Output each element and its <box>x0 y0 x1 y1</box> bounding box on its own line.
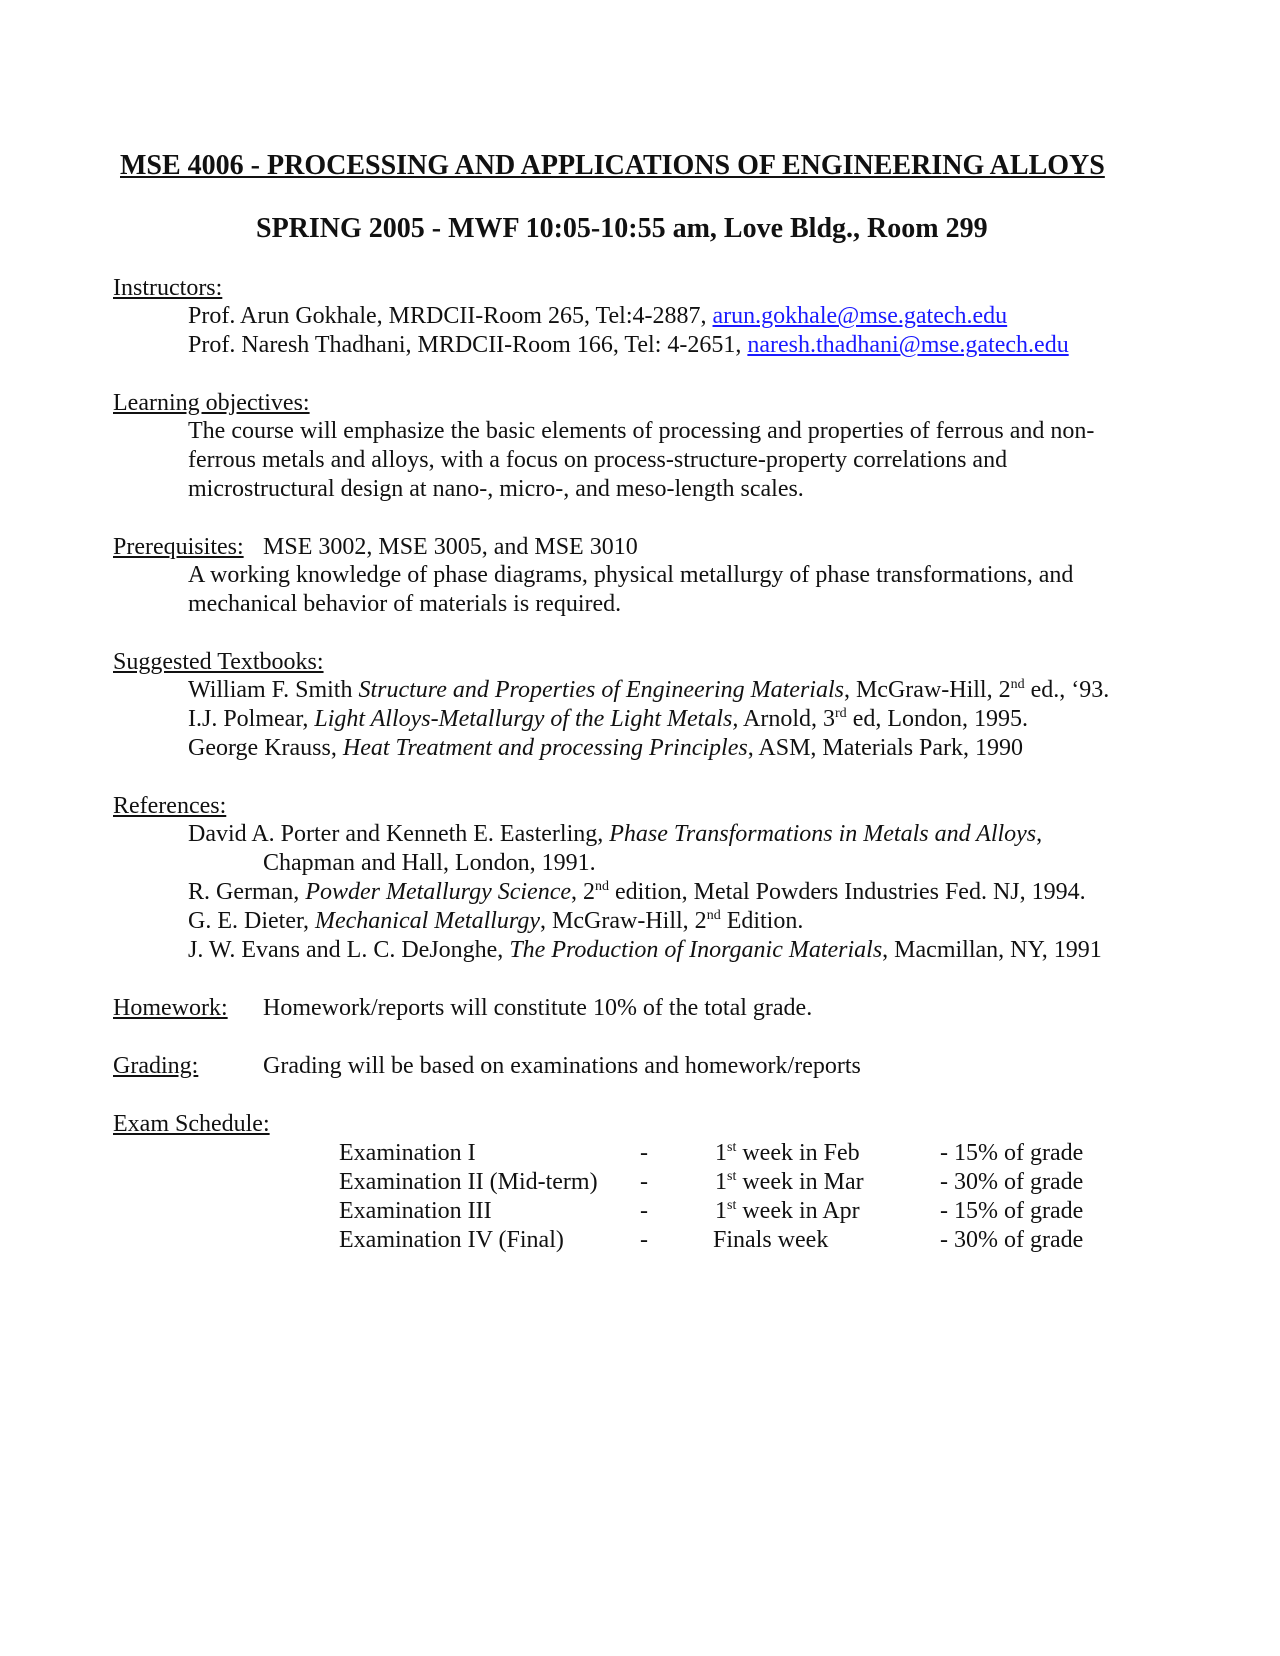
objectives-line: ferrous metals and alloys, with a focus on process-structure-property correlations and <box>188 447 1008 473</box>
exam-name: Examination II (Mid-term) <box>339 1169 598 1195</box>
ordinal-suffix: st <box>727 1140 737 1155</box>
reference-details: , Macmillan, NY, 1991 <box>882 937 1102 963</box>
textbook-item <box>188 677 1109 704</box>
ordinal-suffix: nd <box>706 908 721 923</box>
reference-author: R. German, <box>188 879 306 905</box>
objectives-line: microstructural design at nano-, micro-, and meso-length scales. <box>188 476 804 502</box>
ordinal-suffix: nd <box>1010 677 1025 692</box>
textbook-title: Structure and Properties of Engineering Materials <box>358 677 844 703</box>
textbook-title: Heat Treatment and processing Principles <box>342 735 748 761</box>
exam-week-text: week in Feb <box>736 1140 860 1166</box>
reference-author: J. W. Evans and L. C. DeJonghe, <box>188 937 510 963</box>
instructor-email-link[interactable]: arun.gokhale@mse.gatech.edu <box>712 303 1008 329</box>
reference-details: , McGraw-Hill, 2 <box>540 908 707 934</box>
exam-weight: - 15% of grade <box>940 1198 1084 1224</box>
reference-details: edition, Metal Powders Industries Fed. NJ, 1994. <box>609 879 1086 905</box>
instructor-row <box>188 303 1007 330</box>
reference-title: The Production of Inorganic Materials <box>509 937 883 963</box>
textbook-publisher: , ASM, Materials Park, 1990 <box>747 735 1024 761</box>
reference-continuation: Chapman and Hall, London, 1991. <box>263 850 596 876</box>
textbook-author: George Krauss, <box>188 735 343 761</box>
textbook-item <box>188 735 1023 762</box>
textbook-author: I.J. Polmear, <box>188 706 315 732</box>
exam-schedule-heading: Exam Schedule: <box>113 1111 270 1137</box>
grading-heading: Grading: <box>113 1053 199 1079</box>
ordinal-suffix: st <box>727 1198 737 1213</box>
textbook-edition: ed., ‘93. <box>1024 677 1110 703</box>
exam-week-text: Finals week <box>713 1227 829 1253</box>
textbooks-heading: Suggested Textbooks: <box>113 649 324 675</box>
exam-name: Examination I <box>339 1140 476 1166</box>
exam-timing <box>715 1169 864 1196</box>
exam-dash: - <box>640 1169 648 1195</box>
textbook-publisher: , McGraw-Hill, 2 <box>843 677 1011 703</box>
prerequisites-line: A working knowledge of phase diagrams, physical metallurgy of phase transformations, and <box>188 562 1074 588</box>
grading-text: Grading will be based on examinations and homework/reports <box>263 1053 861 1079</box>
exam-weight: - 30% of grade <box>940 1227 1084 1253</box>
objectives-line: The course will emphasize the basic elements of processing and properties of ferrous and non- <box>188 418 1095 444</box>
reference-punct: , <box>1036 821 1043 847</box>
exam-weight: - 30% of grade <box>940 1169 1084 1195</box>
reference-details: Edition. <box>720 908 804 934</box>
instructor-row <box>188 332 1069 359</box>
ordinal-suffix: st <box>727 1169 737 1184</box>
exam-week-text: week in Mar <box>736 1169 864 1195</box>
exam-week-text: week in Apr <box>736 1198 860 1224</box>
exam-dash: - <box>640 1227 648 1253</box>
reference-title: Mechanical Metallurgy <box>315 908 541 934</box>
textbook-edition: ed, London, 1995. <box>846 706 1028 732</box>
exam-dash: - <box>640 1140 648 1166</box>
reference-author: David A. Porter and Kenneth E. Easterling, <box>188 821 610 847</box>
homework-text: Homework/reports will constitute 10% of the total grade. <box>263 995 813 1021</box>
exam-week-number: 1 <box>715 1198 727 1224</box>
homework-heading: Homework: <box>113 995 228 1021</box>
textbook-item <box>188 706 1028 733</box>
objectives-heading: Learning objectives: <box>113 390 310 416</box>
instructor-info: Prof. Naresh Thadhani, MRDCII-Room 166, Tel: 4-2651, <box>188 332 748 358</box>
instructor-info: Prof. Arun Gokhale, MRDCII-Room 265, Tel:4-2887, <box>188 303 713 329</box>
document-subtitle: SPRING 2005 - MWF 10:05-10:55 am, Love Bldg., Room 299 <box>256 213 988 244</box>
ordinal-suffix: rd <box>835 706 847 721</box>
textbook-publisher: Arnold, 3 <box>738 706 836 732</box>
prerequisites-line: mechanical behavior of materials is required. <box>188 591 622 617</box>
exam-weight: - 15% of grade <box>940 1140 1084 1166</box>
reference-item <box>188 879 1086 906</box>
reference-details: , 2 <box>571 879 595 905</box>
exam-dash: - <box>640 1198 648 1224</box>
textbook-title: Light Alloys-Metallurgy of the Light Metals, <box>314 706 739 732</box>
document-title: MSE 4006 - PROCESSING AND APPLICATIONS OF ENGINEERING ALLOYS <box>120 150 1105 181</box>
exam-name: Examination III <box>339 1198 492 1224</box>
exam-timing <box>713 1227 828 1254</box>
reference-title: Phase Transformations in Metals and Alloys <box>609 821 1037 847</box>
reference-title: Powder Metallurgy Science <box>305 879 571 905</box>
ordinal-suffix: nd <box>595 879 609 894</box>
textbook-author: William F. Smith <box>188 677 359 703</box>
reference-item <box>188 937 1102 964</box>
exam-week-number: 1 <box>715 1140 727 1166</box>
prerequisites-heading: Prerequisites: <box>113 534 244 560</box>
reference-author: G. E. Dieter, <box>188 908 315 934</box>
instructors-heading: Instructors: <box>113 275 223 301</box>
exam-timing <box>715 1198 860 1225</box>
instructor-email-link[interactable]: naresh.thadhani@mse.gatech.edu <box>747 332 1069 358</box>
reference-item <box>188 821 1042 848</box>
exam-week-number: 1 <box>715 1169 727 1195</box>
reference-item <box>188 908 803 935</box>
exam-name: Examination IV (Final) <box>339 1227 564 1253</box>
exam-timing <box>715 1140 860 1167</box>
references-heading: References: <box>113 793 227 819</box>
prerequisite-courses: MSE 3002, MSE 3005, and MSE 3010 <box>263 534 638 560</box>
